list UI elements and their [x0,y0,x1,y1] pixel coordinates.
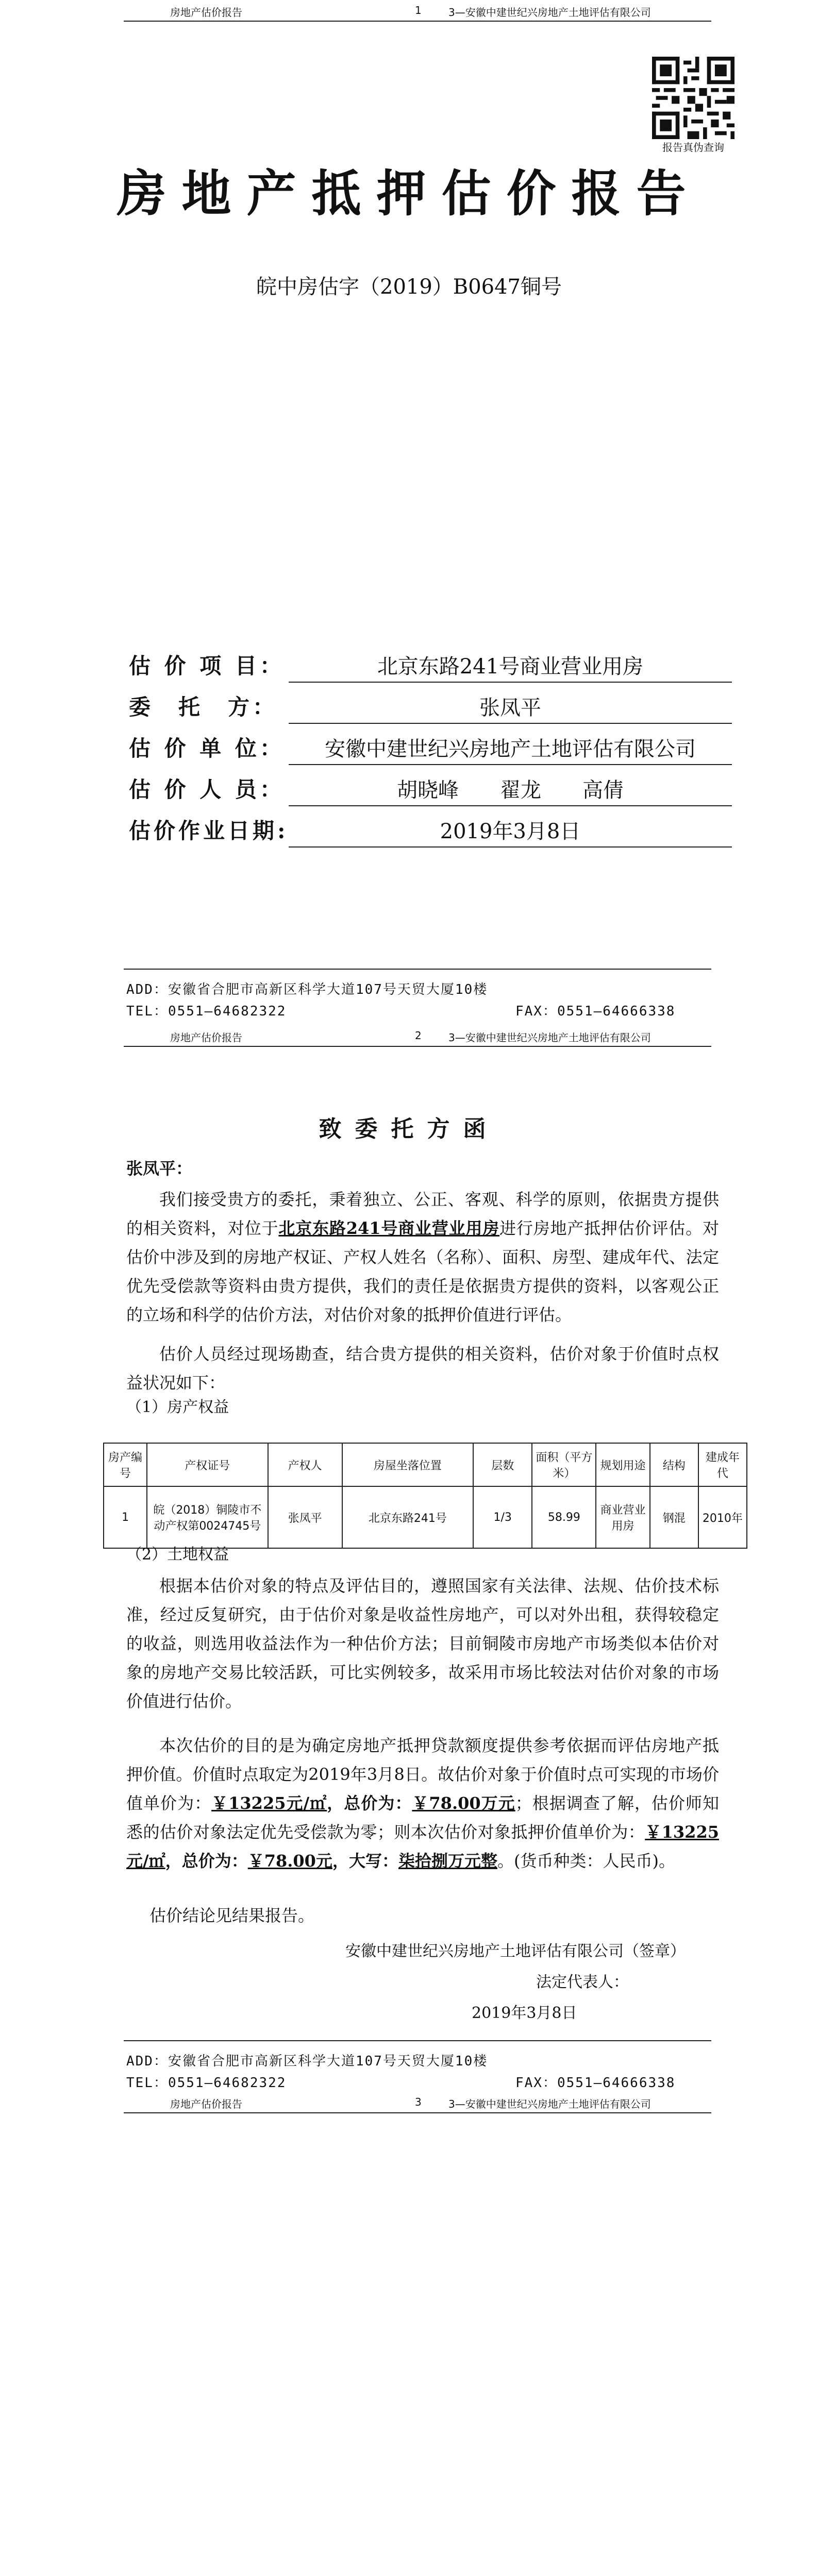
report-title: 房地产抵押估价报告 [116,164,702,223]
footer-address: ADD：安徽省合肥市高新区科学大道107号天贸大厦10楼 [126,2054,488,2069]
table-header-cell: 结构 [650,1443,698,1486]
table-header-cell: 层数 [473,1443,532,1486]
letter-paragraph-4: 本次估价的目的是为确定房地产抵押贷款额度提供参考依据而评估房地产抵押价值。价值时点取定为2019年3月8日。故估价对象于价值时点可实现的市场价值单价为：￥13225元/㎡，总价为：￥78.00万元；根据调查了解，估价师知悉的估价对象法定优先受偿款为零；则本次估价对象抵押价值单价为：￥13225元/㎡，总价为：￥78.00元，大写：柒拾捌万元整。(货币种类：人民币)。 [126,1736,719,1871]
footer-rule [124,969,711,970]
signature-date: 2019年3月8日 [472,2004,577,2022]
letter-title: 致委托方函 [319,1116,499,1142]
table-header-cell: 房屋坐落位置 [342,1443,473,1486]
header-company: 3—安徽中建世纪兴房地产土地评估有限公司 [448,1031,651,1044]
field-value-work-date: 2019年3月8日 [289,815,732,848]
table-row [104,1486,747,1548]
table-header-cell: 房产编号 [104,1443,147,1486]
field-label-appraiser-company: 估 价 单 位： [129,736,285,761]
field-value-client: 张凤平 [289,691,732,724]
letter-paragraph-2: 估价人员经过现场勘查，结合贵方提供的相关资料，估价对象于价值时点权益状况如下： [126,1344,719,1393]
table-cell: 1 [104,1486,147,1548]
field-value-appraiser-company: 安徽中建世纪兴房地产土地评估有限公司 [289,733,732,765]
signature-legal-rep: 法定代表人： [536,1973,629,1991]
table-cell: 张凤平 [268,1486,342,1548]
header-page-number: 1 [415,4,422,16]
header-company: 3—安徽中建世纪兴房地产土地评估有限公司 [448,6,651,19]
field-label-appraisers: 估 价 人 员： [129,777,285,802]
footer-fax: FAX：0551—64666338 [515,2075,676,2091]
footer-tel: TEL：0551—64682322 [126,2075,287,2091]
footer-rule [124,2040,711,2041]
table-header-cell: 产权人 [268,1443,342,1486]
table-header-cell: 规划用途 [596,1443,649,1486]
header-rule [124,2112,711,2113]
table-header-cell: 产权证号 [147,1443,268,1486]
signature-company: 安徽中建世纪兴房地产土地评估有限公司（签章） [345,1942,686,1960]
section-land-rights: （2）土地权益 [126,1546,229,1564]
header-page-number: 3 [415,2096,422,2108]
section-house-rights: （1）房产权益 [126,1398,229,1416]
header-rule [124,1046,711,1047]
footer-address: ADD：安徽省合肥市高新区科学大道107号天贸大厦10楼 [126,982,488,997]
footer-tel: TEL：0551—64682322 [126,1004,287,1019]
qr-caption: 报告真伪查询 [662,141,724,154]
table-header-cell: 建成年代 [698,1443,747,1486]
header-title: 房地产估价报告 [170,2098,242,2110]
field-label-project: 估 价 项 目： [129,653,285,679]
letter-salutation: 张凤平： [126,1159,193,1178]
letter-paragraph-1: 我们接受贵方的委托，秉着独立、公正、客观、科学的原则，依据贵方提供的相关资料，对位于北京东路241号商业营业用房进行房地产抵押估价评估。对估价中涉及到的房地产权证、产权人姓名（名称）、面积、房型、建成年代、法定优先受偿款等资料由贵方提供，我们的责任是依据贵方提供的资料，以客观公正的立场和科学的估价方法，对估价对象的抵押价值进行评估。 [126,1190,719,1325]
header-title: 房地产估价报告 [170,1031,242,1044]
letter-conclusion-note: 估价结论见结果报告。 [149,1906,315,1925]
footer-fax: FAX：0551—64666338 [515,1004,676,1019]
header-page-number: 2 [415,1029,422,1042]
field-label-work-date: 估价作业日期: [129,818,289,843]
report-number: 皖中房估字（2019）B0647铜号 [256,275,562,299]
qr-code-icon [652,57,734,139]
table-cell: 2010年 [698,1486,747,1548]
table-cell: 钢混 [650,1486,698,1548]
table-cell: 皖（2018）铜陵市不动产权第0024745号 [147,1486,268,1548]
property-rights-table [103,1443,747,1549]
table-cell: 北京东路241号 [342,1486,473,1548]
field-value-project: 北京东路241号商业营业用房 [289,650,732,683]
table-cell: 商业营业用房 [596,1486,649,1548]
header-title: 房地产估价报告 [170,6,242,19]
field-value-appraisers: 胡晓峰 翟龙 高倩 [289,774,732,806]
letter-paragraph-3: 根据本估价对象的特点及评估目的，遵照国家有关法律、法规、估价技术标准，经过反复研究，由于估价对象是收益性房地产，可以对外出租，获得较稳定的收益，则选用收益法作为一种估价方法；目前铜陵市房地产市场类似本估价对象的房地产交易比较活跃，可比实例较多，故采用市场比较法对估价对象的市场价值进行估价。 [126,1576,719,1711]
header-rule [124,21,711,22]
table-header-cell: 面积（平方米） [532,1443,596,1486]
field-label-client: 委 托 方： [129,694,278,720]
table-cell: 1/3 [473,1486,532,1548]
table-cell: 58.99 [532,1486,596,1548]
header-company: 3—安徽中建世纪兴房地产土地评估有限公司 [448,2098,651,2110]
table-header-row [104,1443,747,1486]
